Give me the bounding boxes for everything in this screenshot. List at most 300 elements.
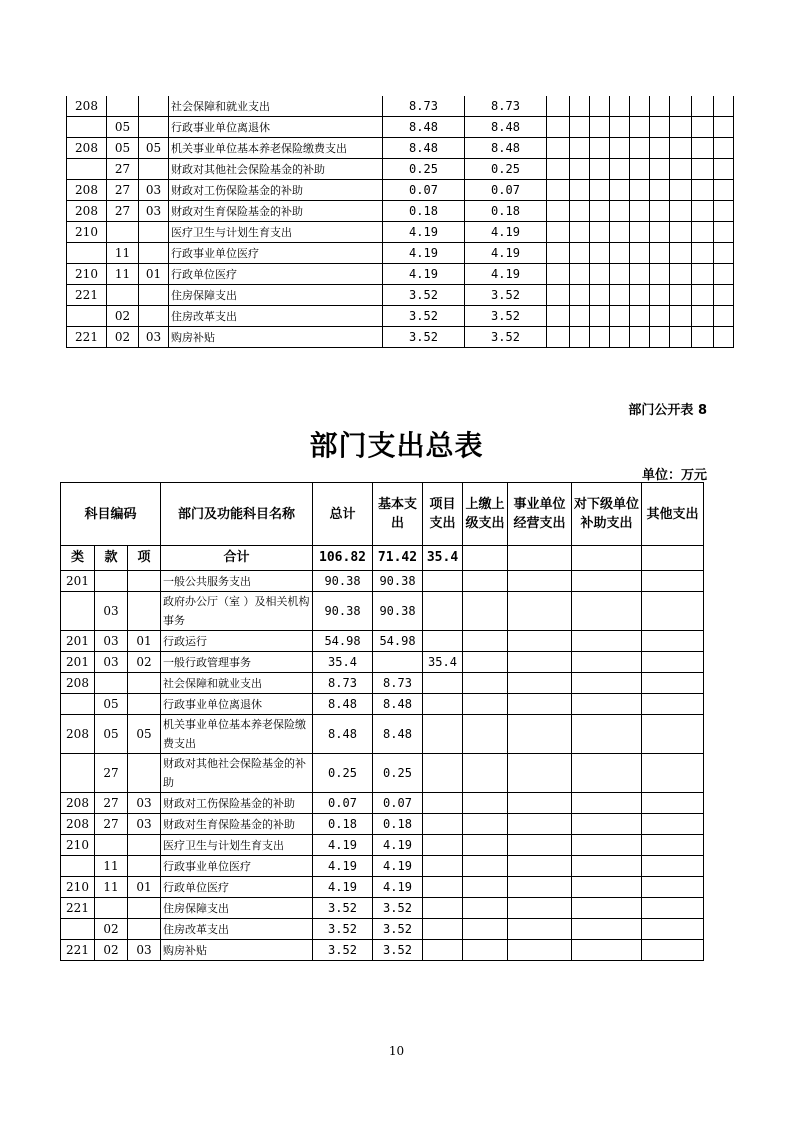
cell-kuan: 03 (95, 652, 128, 673)
cell-empty (714, 117, 734, 138)
cell-xiang (128, 673, 161, 694)
cell-empty (572, 793, 642, 814)
cell-empty (590, 285, 610, 306)
table-row (67, 180, 734, 201)
cell-lei: 208 (61, 715, 95, 754)
cell-empty (508, 898, 572, 919)
header-code: 科目编码 (61, 483, 161, 546)
cell-empty (650, 222, 670, 243)
cell-kuan (107, 96, 139, 117)
cell-empty (570, 201, 590, 222)
cell-empty (463, 814, 508, 835)
cell-empty (508, 673, 572, 694)
cell-total: 0.25 (313, 754, 373, 793)
cell-basic: 0.25 (465, 159, 547, 180)
cell-xiang (128, 754, 161, 793)
cell-empty (630, 306, 650, 327)
cell-name: 财政对其他社会保险基金的补助 (161, 754, 313, 793)
cell-empty (463, 652, 508, 673)
cell-lei (67, 243, 107, 264)
cell-basic: 4.19 (373, 856, 423, 877)
cell-empty (572, 919, 642, 940)
cell-xiang (128, 571, 161, 592)
table-row (61, 940, 704, 961)
total-row (61, 546, 704, 571)
header-business: 事业单位经营支出 (508, 483, 572, 546)
cell-empty (463, 673, 508, 694)
cell-empty (630, 159, 650, 180)
cell-empty (590, 327, 610, 348)
cell-xiang: 01 (128, 631, 161, 652)
table-row (67, 306, 734, 327)
cell-kuan (95, 898, 128, 919)
cell-total: 0.07 (313, 793, 373, 814)
cell-empty (590, 306, 610, 327)
cell-empty (630, 243, 650, 264)
cell-empty (714, 306, 734, 327)
cell-empty (547, 222, 570, 243)
cell-lei: 208 (61, 814, 95, 835)
cell-empty (570, 243, 590, 264)
cell-empty (670, 327, 692, 348)
cell-empty (508, 652, 572, 673)
cell-empty (463, 592, 508, 631)
cell-kuan: 02 (107, 306, 139, 327)
cell-total: 3.52 (383, 285, 465, 306)
cell-total: 3.52 (313, 940, 373, 961)
cell-lei (67, 306, 107, 327)
table-row (61, 694, 704, 715)
cell-empty (642, 571, 704, 592)
cell-basic: 8.48 (373, 715, 423, 754)
cell-project (423, 940, 463, 961)
cell-xiang: 02 (128, 652, 161, 673)
cell-project (423, 592, 463, 631)
cell-empty (572, 877, 642, 898)
cell-empty (463, 715, 508, 754)
table-row (61, 898, 704, 919)
cell-empty (572, 652, 642, 673)
cell-empty (570, 222, 590, 243)
cell-basic: 8.48 (373, 694, 423, 715)
cell-project (423, 754, 463, 793)
cell-empty (572, 898, 642, 919)
cell-empty (570, 159, 590, 180)
cell-empty (714, 138, 734, 159)
cell-basic: 0.07 (465, 180, 547, 201)
table-row (61, 919, 704, 940)
cell-kuan: 27 (107, 201, 139, 222)
cell-total: 8.48 (383, 117, 465, 138)
cell-empty (650, 117, 670, 138)
cell-name: 社会保障和就业支出 (161, 673, 313, 694)
cell-basic: 4.19 (465, 264, 547, 285)
cell-empty (670, 180, 692, 201)
table-row (61, 715, 704, 754)
table-row (67, 159, 734, 180)
cell-empty (570, 117, 590, 138)
table-row (67, 285, 734, 306)
cell-xiang: 03 (128, 814, 161, 835)
table-row (67, 327, 734, 348)
cell-lei (61, 856, 95, 877)
cell-empty (547, 96, 570, 117)
cell-empty (670, 117, 692, 138)
cell-empty (610, 138, 630, 159)
cell-name: 行政事业单位离退休 (161, 694, 313, 715)
cell-total: 8.48 (313, 694, 373, 715)
cell-lei: 208 (67, 138, 107, 159)
cell-lei: 210 (67, 264, 107, 285)
cell-total: 54.98 (313, 631, 373, 652)
cell-empty (572, 694, 642, 715)
cell-xiang (128, 856, 161, 877)
cell-empty (692, 285, 714, 306)
cell-project (423, 673, 463, 694)
cell-name: 住房改革支出 (169, 306, 383, 327)
cell-empty (508, 631, 572, 652)
total-project: 35.4 (423, 546, 463, 571)
table-row (61, 652, 704, 673)
cell-total: 35.4 (313, 652, 373, 673)
cell-kuan: 02 (95, 919, 128, 940)
header-name: 部门及功能科目名称 (161, 483, 313, 546)
cell-empty (642, 898, 704, 919)
cell-empty (590, 201, 610, 222)
cell-total: 90.38 (313, 571, 373, 592)
cell-empty (508, 592, 572, 631)
expenditure-summary-table (60, 482, 704, 961)
cell-empty (572, 631, 642, 652)
cell-name: 行政运行 (161, 631, 313, 652)
table-row (61, 631, 704, 652)
cell-xiang (139, 306, 169, 327)
cell-empty (610, 222, 630, 243)
cell-empty (547, 159, 570, 180)
table-row (61, 673, 704, 694)
table-row (61, 592, 704, 631)
cell-empty (572, 715, 642, 754)
cell-empty (590, 117, 610, 138)
cell-kuan: 27 (95, 793, 128, 814)
cell-total: 8.48 (313, 715, 373, 754)
cell-total: 3.52 (313, 919, 373, 940)
cell-project (423, 631, 463, 652)
cell-empty (610, 285, 630, 306)
table-row (61, 814, 704, 835)
cell-total: 8.73 (313, 673, 373, 694)
cell-empty (650, 264, 670, 285)
cell-xiang (139, 159, 169, 180)
cell-total: 4.19 (313, 835, 373, 856)
cell-empty (508, 877, 572, 898)
cell-lei (61, 919, 95, 940)
cell-empty (610, 243, 630, 264)
cell-name: 财政对工伤保险基金的补助 (161, 793, 313, 814)
cell-empty (642, 793, 704, 814)
cell-name: 行政事业单位离退休 (169, 117, 383, 138)
total-basic: 71.42 (373, 546, 423, 571)
cell-lei: 208 (61, 793, 95, 814)
cell-empty (714, 285, 734, 306)
cell-name: 财政对工伤保险基金的补助 (169, 180, 383, 201)
cell-xiang (139, 117, 169, 138)
cell-empty (547, 264, 570, 285)
cell-project (423, 694, 463, 715)
cell-project (423, 919, 463, 940)
cell-xiang (139, 222, 169, 243)
total-amount: 106.82 (313, 546, 373, 571)
cell-empty (463, 754, 508, 793)
cell-kuan (95, 571, 128, 592)
cell-empty (610, 180, 630, 201)
cell-basic: 8.73 (373, 673, 423, 694)
continued-table (66, 96, 734, 348)
cell-xiang (128, 592, 161, 631)
cell-empty (670, 201, 692, 222)
cell-empty (590, 159, 610, 180)
cell-empty (642, 631, 704, 652)
cell-name: 财政对其他社会保险基金的补助 (169, 159, 383, 180)
cell-total: 3.52 (313, 898, 373, 919)
cell-lei: 201 (61, 571, 95, 592)
cell-empty (610, 117, 630, 138)
cell-name: 一般公共服务支出 (161, 571, 313, 592)
cell-basic: 8.48 (465, 138, 547, 159)
cell-empty (650, 327, 670, 348)
cell-lei (67, 117, 107, 138)
cell-total: 4.19 (383, 243, 465, 264)
cell-empty (642, 919, 704, 940)
cell-total: 4.19 (313, 877, 373, 898)
cell-name: 财政对生育保险基金的补助 (169, 201, 383, 222)
cell-lei: 201 (61, 631, 95, 652)
cell-kuan: 02 (95, 940, 128, 961)
cell-empty (508, 571, 572, 592)
cell-xiang: 03 (139, 201, 169, 222)
cell-empty (642, 856, 704, 877)
cell-empty (463, 898, 508, 919)
cell-total: 0.25 (383, 159, 465, 180)
cell-name: 政府办公厅（室 ）及相关机构事务 (161, 592, 313, 631)
cell-project (423, 793, 463, 814)
cell-basic: 4.19 (373, 877, 423, 898)
cell-empty (547, 306, 570, 327)
table-row (67, 222, 734, 243)
cell-name: 行政单位医疗 (161, 877, 313, 898)
cell-kuan (95, 835, 128, 856)
cell-total: 0.07 (383, 180, 465, 201)
cell-basic: 4.19 (465, 222, 547, 243)
cell-empty (508, 919, 572, 940)
cell-lei: 208 (67, 180, 107, 201)
cell-empty (547, 243, 570, 264)
cell-lei: 208 (67, 96, 107, 117)
table-row (61, 571, 704, 592)
cell-total: 8.48 (383, 138, 465, 159)
cell-empty (572, 814, 642, 835)
cell-empty (670, 243, 692, 264)
cell-empty (670, 222, 692, 243)
cell-empty (572, 592, 642, 631)
cell-empty (670, 264, 692, 285)
cell-lei (61, 694, 95, 715)
cell-empty (463, 856, 508, 877)
cell-basic: 3.52 (373, 898, 423, 919)
cell-empty (508, 715, 572, 754)
cell-empty (463, 793, 508, 814)
cell-xiang: 03 (128, 940, 161, 961)
cell-empty (642, 652, 704, 673)
cell-empty (630, 138, 650, 159)
cell-empty (642, 814, 704, 835)
cell-basic: 90.38 (373, 592, 423, 631)
cell-basic: 54.98 (373, 631, 423, 652)
cell-basic: 0.18 (373, 814, 423, 835)
cell-empty (714, 159, 734, 180)
table-row (67, 117, 734, 138)
cell-kuan (107, 285, 139, 306)
cell-empty (642, 835, 704, 856)
cell-kuan: 05 (95, 694, 128, 715)
cell-empty (590, 264, 610, 285)
cell-basic: 3.52 (465, 327, 547, 348)
cell-name: 财政对生育保险基金的补助 (161, 814, 313, 835)
cell-kuan: 11 (95, 877, 128, 898)
cell-name: 住房保障支出 (169, 285, 383, 306)
cell-lei: 221 (67, 285, 107, 306)
cell-empty (670, 285, 692, 306)
header-total: 总计 (313, 483, 373, 546)
cell-name: 社会保障和就业支出 (169, 96, 383, 117)
cell-empty (670, 159, 692, 180)
cell-empty (547, 180, 570, 201)
cell-lei: 221 (61, 940, 95, 961)
cell-empty (650, 306, 670, 327)
cell-empty (714, 243, 734, 264)
continued-table-body (67, 96, 734, 348)
table-row (61, 835, 704, 856)
cell-name: 机关事业单位基本养老保险缴费支出 (161, 715, 313, 754)
cell-empty (692, 201, 714, 222)
cell-empty (642, 940, 704, 961)
cell-kuan (107, 222, 139, 243)
cell-project (423, 571, 463, 592)
cell-empty (547, 201, 570, 222)
cell-basic: 3.52 (373, 919, 423, 940)
cell-empty (590, 138, 610, 159)
cell-empty (463, 940, 508, 961)
cell-kuan: 27 (107, 159, 139, 180)
cell-empty (570, 264, 590, 285)
cell-empty (630, 285, 650, 306)
cell-lei: 210 (61, 835, 95, 856)
cell-empty (572, 571, 642, 592)
cell-empty (610, 264, 630, 285)
cell-name: 行政单位医疗 (169, 264, 383, 285)
cell-basic: 8.73 (465, 96, 547, 117)
cell-xiang (139, 96, 169, 117)
cell-empty (610, 201, 630, 222)
cell-empty (463, 919, 508, 940)
cell-lei: 210 (67, 222, 107, 243)
cell-kuan: 11 (95, 856, 128, 877)
cell-total: 8.73 (383, 96, 465, 117)
cell-empty (714, 180, 734, 201)
cell-empty (714, 201, 734, 222)
cell-empty (714, 264, 734, 285)
cell-kuan: 27 (107, 180, 139, 201)
cell-lei: 221 (61, 898, 95, 919)
cell-xiang: 05 (139, 138, 169, 159)
header-basic: 基本支出 (373, 483, 423, 546)
cell-lei: 208 (67, 201, 107, 222)
cell-total: 4.19 (383, 264, 465, 285)
cell-lei: 221 (67, 327, 107, 348)
cell-empty (642, 715, 704, 754)
cell-basic (373, 652, 423, 673)
cell-lei (61, 754, 95, 793)
cell-total: 0.18 (313, 814, 373, 835)
cell-total: 3.52 (383, 327, 465, 348)
cell-lei: 201 (61, 652, 95, 673)
total-label: 合计 (161, 546, 313, 571)
cell-empty (670, 306, 692, 327)
cell-empty (570, 306, 590, 327)
cell-empty (650, 243, 670, 264)
table-row (67, 138, 734, 159)
cell-project: 35.4 (423, 652, 463, 673)
cell-empty (572, 940, 642, 961)
header-row (61, 483, 704, 546)
cell-basic: 4.19 (465, 243, 547, 264)
table-row (61, 856, 704, 877)
cell-empty (692, 117, 714, 138)
cell-empty (692, 264, 714, 285)
cell-empty (463, 571, 508, 592)
cell-xiang: 03 (139, 180, 169, 201)
cell-empty (572, 673, 642, 694)
cell-empty (610, 306, 630, 327)
cell-name: 医疗卫生与计划生育支出 (169, 222, 383, 243)
cell-project (423, 814, 463, 835)
cell-basic: 90.38 (373, 571, 423, 592)
table-row (61, 793, 704, 814)
cell-empty (572, 835, 642, 856)
cell-empty (590, 222, 610, 243)
cell-empty (642, 694, 704, 715)
cell-kuan: 27 (95, 814, 128, 835)
cell-kuan: 05 (107, 117, 139, 138)
cell-project (423, 856, 463, 877)
header-project: 项目支出 (423, 483, 463, 546)
cell-kuan: 03 (95, 631, 128, 652)
cell-xiang (128, 898, 161, 919)
cell-empty (630, 96, 650, 117)
cell-project (423, 877, 463, 898)
cell-empty (610, 327, 630, 348)
cell-basic: 0.25 (373, 754, 423, 793)
cell-lei: 208 (61, 673, 95, 694)
cell-xiang: 03 (139, 327, 169, 348)
cell-empty (508, 694, 572, 715)
cell-basic: 0.18 (465, 201, 547, 222)
cell-xiang (128, 919, 161, 940)
cell-empty (570, 138, 590, 159)
cell-empty (630, 180, 650, 201)
cell-basic: 8.48 (465, 117, 547, 138)
cell-empty (590, 180, 610, 201)
